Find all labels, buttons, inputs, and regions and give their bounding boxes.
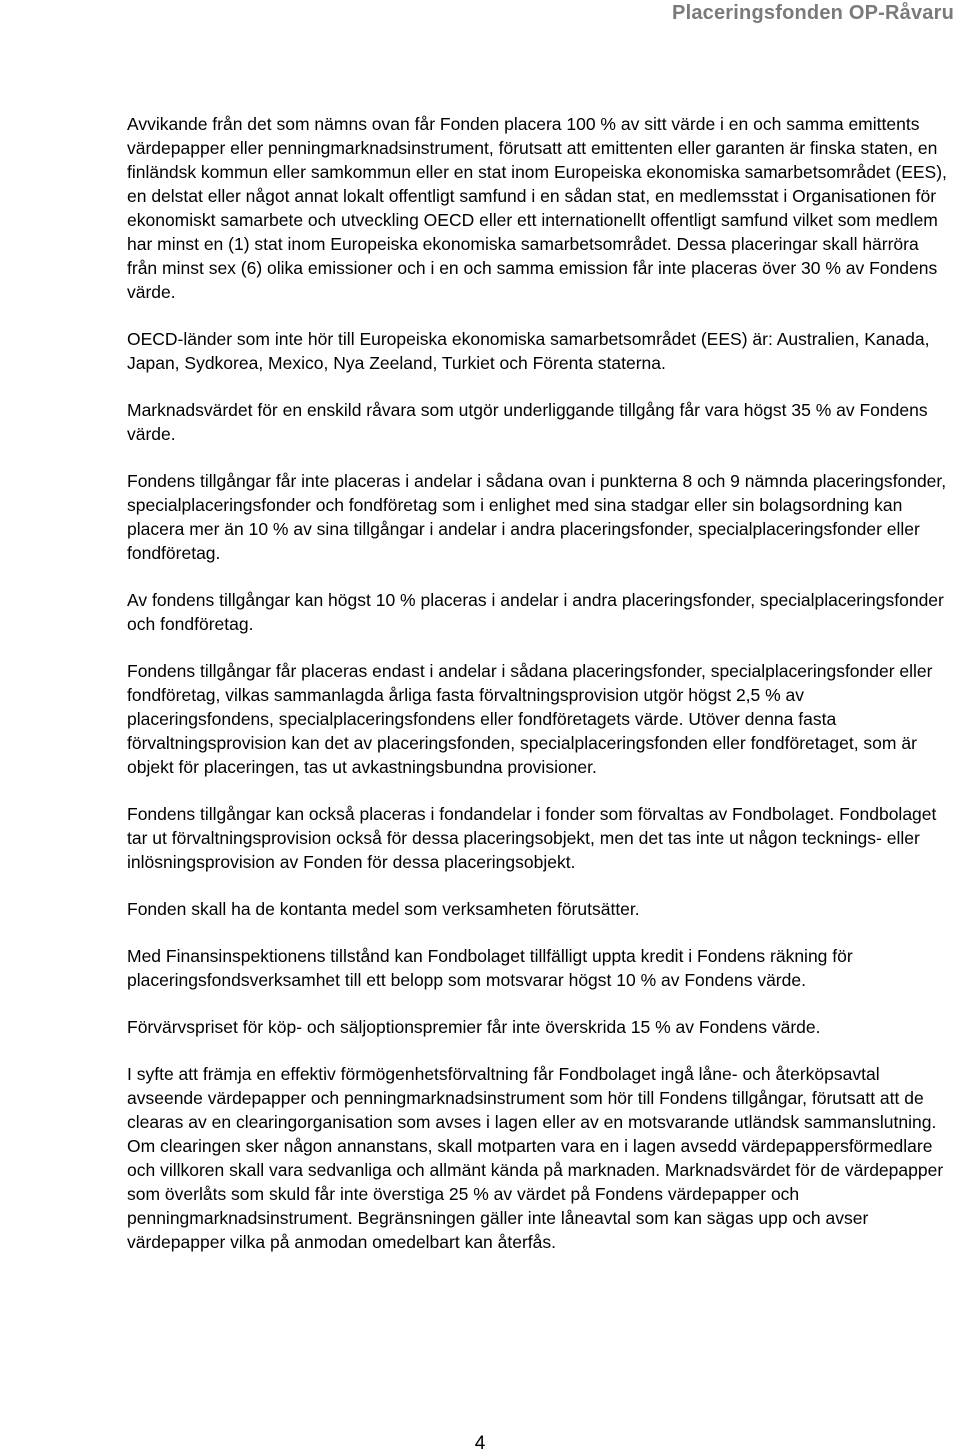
paragraph-securities-lending: I syfte att främja en effektiv förmögenhetsförvaltning får Fondbolaget ingå låne- och återköpsavtal avseende värdepapper och penningmarknadsinstrument som hör till Fondens tillgångar, förutsatt att de clearas av en clearingorganisation som avses i lagen eller av en motsvarande utländsk sammanslutning. Om clearingen sker någon annanstans, skall motparten vara en i lagen avsedd värdepappersförmedlare och villkoren skall vara sedvanliga och allmänt kända på marknaden. Marknadsvärdet för de värdepapper som överlåts som skuld får inte överstiga 25 % av värdet på Fondens värdepapper och penningmarknadsinstrument. Begränsningen gäller inte låneavtal som kan sägas upp och avser värdepapper vilka på anmodan omedelbart kan återfås. (127, 1064, 944, 1252)
paragraph-option-premiums: Förvärvspriset för köp- och säljoptionspremier får inte överskrida 15 % av Fondens värde. (127, 1017, 821, 1037)
paragraph-fund-units-restriction: Fondens tillgångar får inte placeras i andelar i sådana ovan i punkterna 8 och 9 nämnda placeringsfonder, specialplaceringsfonder och fondföretag som i enlighet med sina stadgar eller sin bolagsordning kan placera mer än 10 % av sina tillgångar i andelar i andra placeringsfonder, specialplaceringsfonder eller fondföretag. (127, 471, 947, 563)
page-number: 4 (474, 1433, 486, 1454)
paragraph-own-funds: Fondens tillgångar kan också placeras i fondandelar i fonder som förvaltas av Fondbolaget. Fondbolaget tar ut förvaltningsprovision också för dessa placeringsobjekt, men det tas inte ut någon tecknings- eller inlösningsprovision av Fonden för dessa placeringsobjekt. (127, 804, 937, 872)
document-header-title: Placeringsfonden OP-Råvaru (672, 2, 954, 24)
paragraph-cash: Fonden skall ha de kontanta medel som verksamheten förutsätter. (127, 899, 640, 919)
paragraph-management-fee: Fondens tillgångar får placeras endast i andelar i sådana placeringsfonder, specialplaceringsfonder eller fondföretag, vilkas sammanlagda årliga fasta förvaltningsprovision utgör högst 2,5 % av placeringsfondens, specialplaceringsfondens eller fondföretagets värde. Utöver denna fasta förvaltningsprovision kan det av placeringsfonden, specialplaceringsfonden eller fondföretaget, som är objekt för placeringen, tas ut avkastningsbundna provisioner. (127, 661, 933, 777)
paragraph-commodity-limit: Marknadsvärdet för en enskild råvara som utgör underliggande tillgång får vara högst 35 % av Fondens värde. (127, 400, 928, 444)
document-body (127, 112, 947, 1277)
paragraph-fund-units-limit: Av fondens tillgångar kan högst 10 % placeras i andelar i andra placeringsfonder, specialplaceringsfonder och fondföretag. (127, 590, 944, 634)
paragraph-credit: Med Finansinspektionens tillstånd kan Fondbolaget tillfälligt uppta kredit i Fondens räkning för placeringsfondsverksamhet till ett belopp som motsvarar högst 10 % av Fondens värde. (127, 946, 853, 990)
paragraph-oecd-countries: OECD-länder som inte hör till Europeiska ekonomiska samarbetsområdet (EES) är: Australien, Kanada, Japan, Sydkorea, Mexico, Nya Zeeland, Turkiet och Förenta staterna. (127, 329, 930, 373)
paragraph-emitter-limit: Avvikande från det som nämns ovan får Fonden placera 100 % av sitt värde i en och samma emittents värdepapper eller penningmarknadsinstrument, förutsatt att emittenten eller garanten är finska staten, en finländsk kommun eller samkommun eller en stat inom Europeiska ekonomiska samarbetsområdet (EES), en delstat eller något annat lokalt offentligt samfund i en sådan stat, en medlemsstat i Organisationen för ekonomiskt samarbete och utveckling OECD eller ett internationellt offentligt samfund vilket som medlem har minst en (1) stat inom Europeiska ekonomiska samarbetsområdet. Dessa placeringar skall härröra från minst sex (6) olika emissioner och i en och samma emission får inte placeras över 30 % av Fondens värde. (127, 114, 947, 302)
